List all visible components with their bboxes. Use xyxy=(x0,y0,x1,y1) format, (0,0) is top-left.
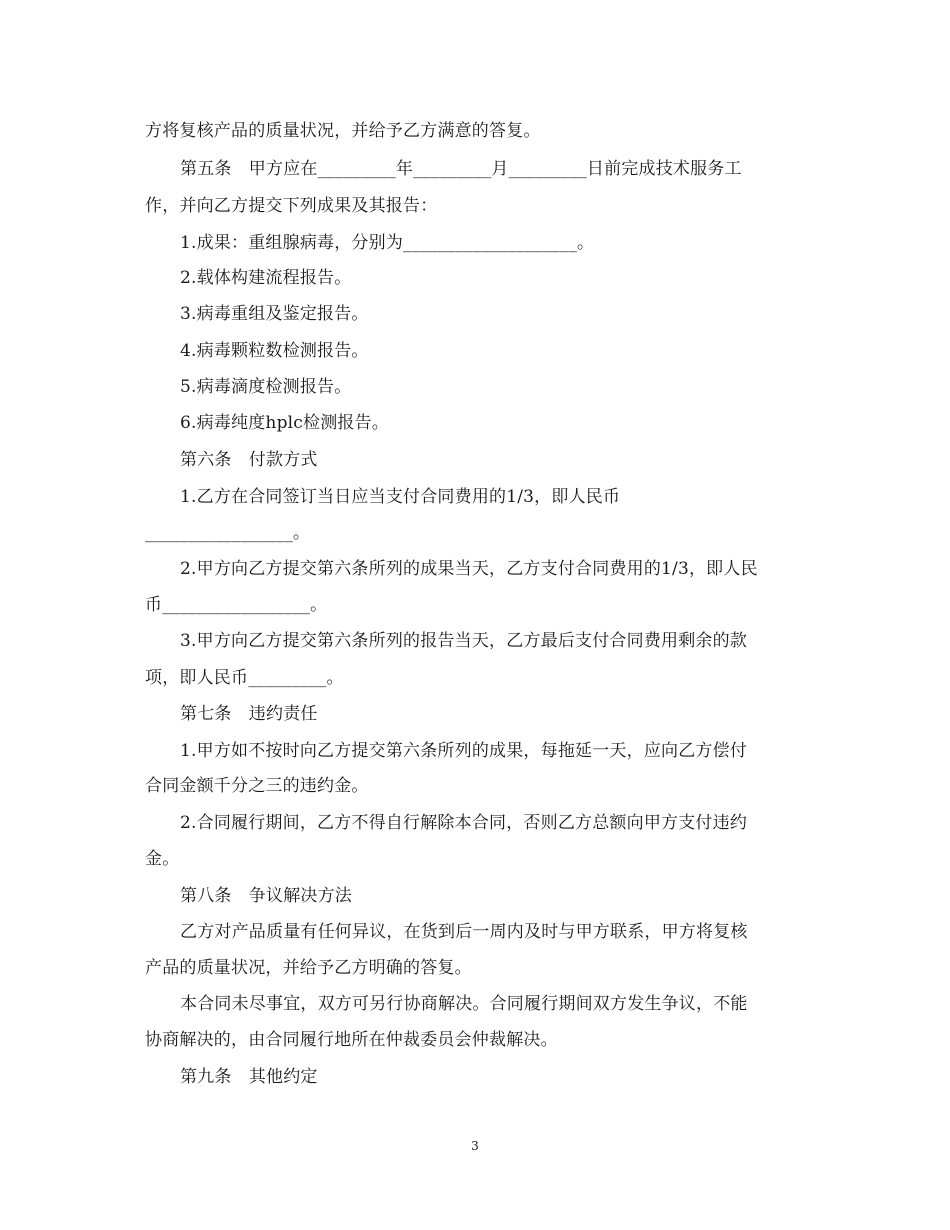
paragraph-line: 本合同未尽事宜，双方可另行协商解决。合同履行期间双方发生争议，不能 xyxy=(180,994,748,1014)
list-item: 2.载体构建流程报告。 xyxy=(180,268,352,288)
list-item: 2.合同履行期间，乙方不得自行解除本合同，否则乙方总额向甲方支付违约 xyxy=(180,813,748,833)
list-item: 2.甲方向乙方提交第六条所列的成果当天，乙方支付合同费用的1/3，即人民 xyxy=(180,559,758,579)
article-9-heading: 第九条 其他约定 xyxy=(180,1067,318,1087)
paragraph-line: 项，即人民币_________。 xyxy=(145,668,344,688)
list-item: 5.病毒滴度检测报告。 xyxy=(180,377,352,397)
list-item: 4.病毒颗粒数检测报告。 xyxy=(180,341,369,361)
paragraph-line: 作，并向乙方提交下列成果及其报告： xyxy=(145,196,438,216)
paragraph-line: 币_________________。 xyxy=(145,595,328,615)
paragraph-line: 方将复核产品的质量状况，并给予乙方满意的答复。 xyxy=(145,121,541,141)
paragraph-line: 合同金额千分之三的违约金。 xyxy=(145,776,369,796)
list-item: 1.乙方在合同签订当日应当支付合同费用的1/3，即人民币 xyxy=(180,487,621,507)
list-item: 1.成果：重组腺病毒，分别为____________________。 xyxy=(180,233,595,253)
paragraph-line: 金。 xyxy=(145,849,180,869)
paragraph-line: _________________。 xyxy=(145,523,311,543)
list-item: 3.病毒重组及鉴定报告。 xyxy=(180,304,369,324)
article-7-heading: 第七条 违约责任 xyxy=(180,704,318,724)
list-item: 1.甲方如不按时向乙方提交第六条所列的成果，每拖延一天，应向乙方偿付 xyxy=(180,741,748,761)
page-number: 3 xyxy=(471,1139,479,1153)
list-item: 3.甲方向乙方提交第六条所列的报告当天，乙方最后支付合同费用剩余的款 xyxy=(180,631,748,651)
paragraph-line: 乙方对产品质量有任何异议，在货到后一周内及时与甲方联系，甲方将复核 xyxy=(180,922,748,942)
article-6-heading: 第六条 付款方式 xyxy=(180,450,318,470)
paragraph-line: 协商解决的，由合同履行地所在仲裁委员会仲裁解决。 xyxy=(145,1030,558,1050)
list-item: 6.病毒纯度hplc检测报告。 xyxy=(180,413,390,433)
article-5-heading: 第五条 甲方应在_________年_________月_________日前完成技术服务工 xyxy=(180,159,742,179)
paragraph-line: 产品的质量状况，并给予乙方明确的答复。 xyxy=(145,958,472,978)
article-8-heading: 第八条 争议解决方法 xyxy=(180,886,352,906)
